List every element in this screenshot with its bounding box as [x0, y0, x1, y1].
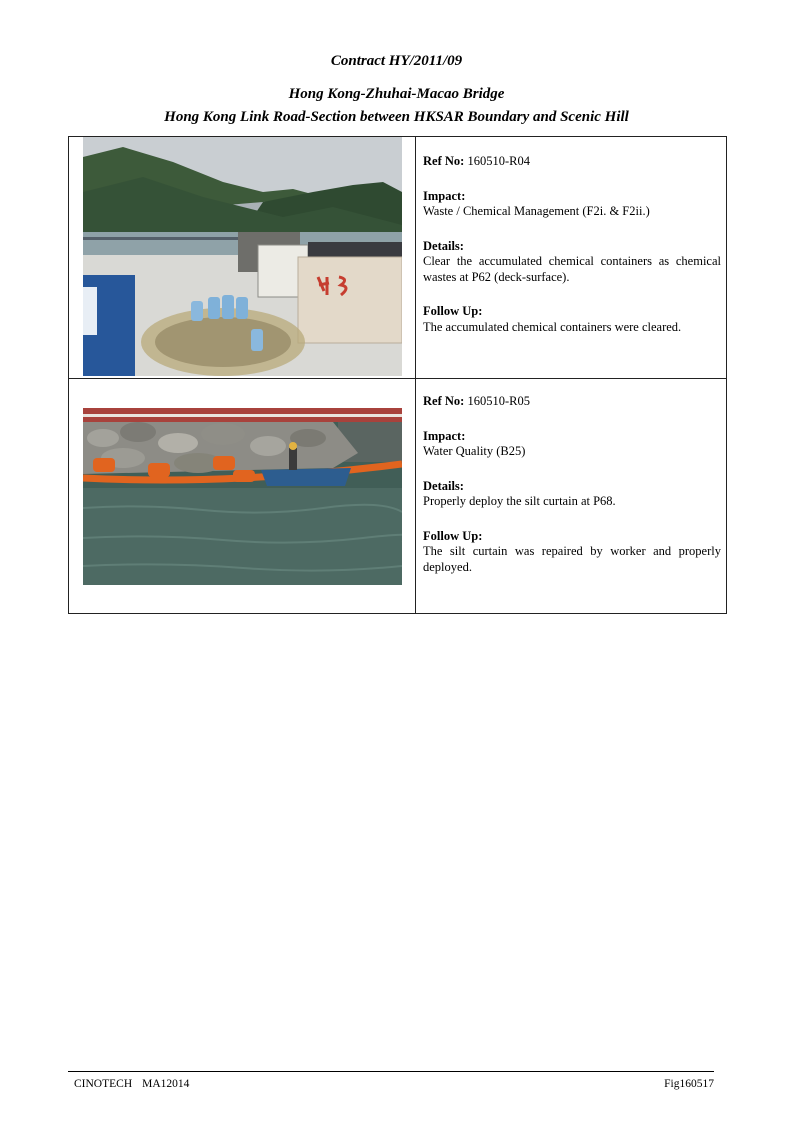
column-divider	[415, 137, 416, 613]
impact-label: Impact:	[423, 188, 466, 203]
entry-1-text	[423, 154, 721, 354]
footer-company: CINOTECH	[74, 1078, 133, 1090]
details-value: Properly deploy the silt curtain at P68.	[423, 494, 616, 508]
section-title: Hong Kong Link Road-Section between HKSAR Boundary and Scenic Hill	[164, 109, 629, 125]
entry-2-ref	[423, 394, 721, 410]
entry-1-details	[423, 239, 721, 286]
deck-scene-image	[83, 137, 402, 376]
project-title: Hong Kong-Zhuhai-Macao Bridge	[288, 86, 505, 102]
entry-2-details	[423, 479, 721, 510]
entry-1-impact	[423, 189, 721, 220]
photo-silt-curtain	[83, 408, 402, 585]
followup-value: The silt curtain was repaired by worker and properly deployed.	[423, 544, 721, 574]
impact-label: Impact:	[423, 428, 466, 443]
followup-label: Follow Up:	[423, 304, 483, 318]
photo-chemical-containers	[83, 137, 402, 376]
impact-value: Water Quality (B25)	[423, 444, 526, 458]
contract-title: Contract HY/2011/09	[330, 53, 463, 69]
details-label: Details:	[423, 478, 464, 493]
entry-2-impact	[423, 429, 721, 460]
entry-2-text	[423, 394, 721, 594]
entry-1-followup	[423, 304, 721, 335]
ref-label: Ref No:	[423, 154, 465, 168]
ref-label: Ref No:	[423, 394, 465, 408]
row-divider	[69, 378, 726, 379]
ref-number: 160510-R04	[467, 154, 530, 168]
impact-value: Waste / Chemical Management (F2i. & F2ii.)	[423, 204, 650, 218]
details-label: Details:	[423, 238, 464, 253]
entry-1-ref	[423, 154, 721, 170]
silt-curtain-scene-image	[83, 408, 402, 585]
footer-left	[74, 1078, 189, 1090]
followup-value: The accumulated chemical containers were cleared.	[423, 319, 682, 334]
details-value: Clear the accumulated chemical containers as chemical wastes at P62 (deck-surface).	[423, 254, 721, 284]
followup-label: Follow Up:	[423, 528, 483, 543]
footer-doc-code: MA12014	[142, 1078, 190, 1090]
footer-rule	[68, 1071, 714, 1072]
observation-table	[68, 136, 727, 614]
footer-figure-number: Fig160517	[664, 1078, 714, 1090]
ref-number: 160510-R05	[467, 394, 530, 408]
entry-2-followup	[423, 529, 721, 576]
